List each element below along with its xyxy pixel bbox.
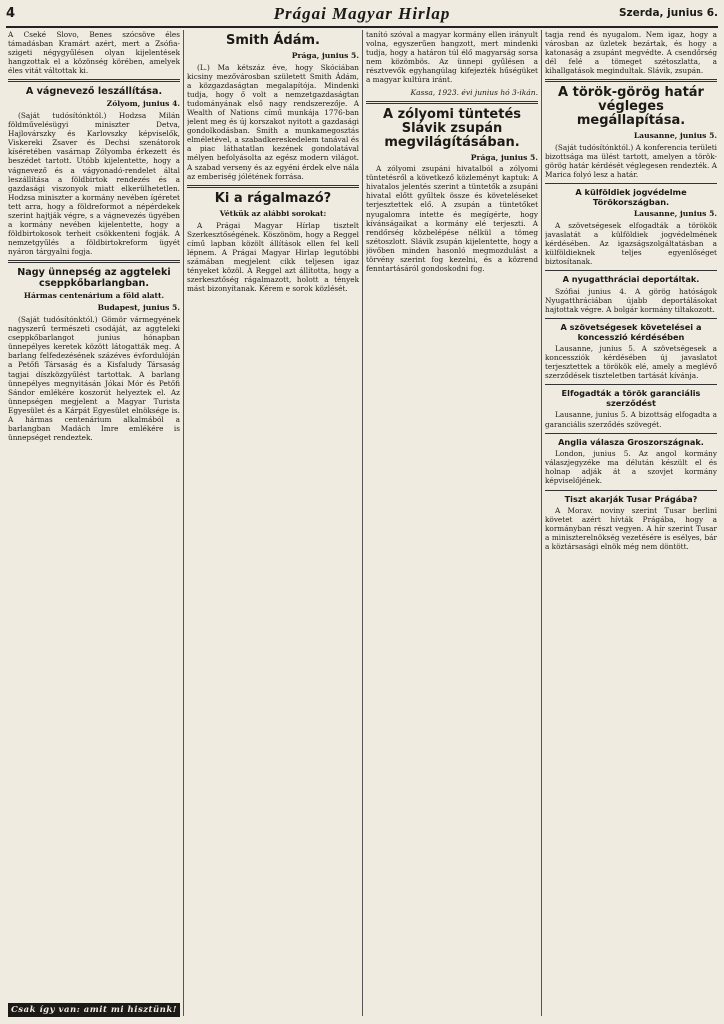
divider [545,433,717,434]
article-body: A szövetségesek elfogadták a törökök javaslatát a külföldiek jogvédelmének kérdésében. Az igazságszolgáltatásban a külföldieknek teljes egyenlőséget biztosítanak. [545,220,717,267]
article-headline: A török-görög határ végleges megállapítása. [558,85,704,129]
page-number: 4 [6,6,16,21]
column-3 [366,30,538,1016]
column-rule [362,30,363,1016]
article-body: (Saját tudósítónktól.) Hodzsa Milán földművelésügyi miniszter Detva, Hajlovárszky és Karlovszky képviselők, Viskereki Zsaver és Dechsi szenátorok kíséretében vasárnap Zólyomba érkezett és beszédet tartott. Utóbb kijelentette, hogy a vágnevező és a vágyonadó-rendelet által leszállítása a földbirtok rendezés és a gazdasági viszonyok miatt elkerülhetetlen. Hodzsa miniszter a kormány nevében ígéretet tett arra, hogy a földreformot a népérdekek szerint hajtják végre, s a vágnevezés ügyében a kormány nevében kijelentette, hogy a földbirtokosok terheit csökkenteni fogják. A nemzetgyűlés a földbirtokreform ügyét nyáron tárgyalni fogja. [8,110,180,257]
article-body: A zólyomi zsupáni hivatalból a zólyomi tüntetésről a következő közleményt kaptuk: A hivatalos jelentés szerint a tüntetők a zsupáni hivatal előtt gyűltek össze és követeléseket terjesztettek elő. A zsupán a tüntetőket nyugalomra intette és megígérte, hogy kívánságaikat a kormány elé terjeszti. A rendőrség közbelépése nélkül a tömeg szétoszlott. Slávik zsupán kijelentette, hogy a jövőben minden hasonló megmozdulást a törvény szerint fog kezelni, és a közrend fenntartásáról gondoskodni fog. [366,164,538,274]
column-2 [187,30,359,1016]
article-body: Lausanne, junius 5. A szövetségesek a koncessziók kérdésében új javaslatot terjesztettek a törökök elé, amely a meglévő szerződések tiszteletben tartását kívánja. [545,344,717,381]
divider [366,101,538,104]
article-body: Szófiai junius 4. A görög hatóságok Nyugatthráciában újabb deportálásokat hajtottak végre. A bolgár kormány tiltakozott. [545,286,717,314]
divider [545,384,717,385]
article-signature: Kassa, 1923. évi junius hó 3-ikán. [410,87,538,97]
article-headline: A külföldiek jogvédelme Törökországban. [575,187,687,207]
divider [545,270,717,271]
divider [8,260,180,263]
article-headline: A vágnevező leszállítása. [25,86,163,98]
divider [545,183,717,184]
divider [545,318,717,319]
article-headline: Tiszt akarják Tusar Prágába? [564,493,698,504]
article-dateline: Prága, junius 5. [470,152,538,162]
issue-date: Szerda, junius 6. [618,7,718,19]
article-headline: Ki a rágalmazó? [214,190,332,206]
article-dateline: Lausanne, junius 5. [633,131,717,141]
article-subheadline: Hármas centenárium a föld alatt. [23,291,165,301]
article-body: Lausanne, junius 5. A bizottság elfogadta a garanciális szerződés szövegét. [545,410,717,429]
column-4 [545,30,717,1016]
article-body: (Saját tudósítónktól.) A konferencia területi bizottsága ma ülést tartott, amelyen a török-görög határ kérdését véglegesen rendezték. A Marica folyó lesz a határ. [545,142,717,180]
article-body: A Morav. noviny szerint Tusar berlini követet azért hívták Prágába, hogy a kormányban részt vegyen. A hír szerint Tusar a miniszterelnökség vezetésére is esélyes, bár a köztársasági elnök még nem döntött. [545,506,717,552]
article-dateline: Budapest, junius 5. [97,303,180,313]
divider [8,79,180,82]
article-continuation: A Cseké Slovo, Benes szócsöve éles támadásban Kramárt azért, mert a Zsófia-szigeti négygyűlésen olyan kijelentések hangzottak el a közönség körében, amelyek éles vitát váltottak ki. [8,30,180,76]
article-body: A Prágai Magyar Hírlap tisztelt Szerkesztőségének. Köszönöm, hogy a Reggel című lapban közölt állítások ellen fel kell lépnem. A Prágai Magyar Hirlap legutóbbi számában megjelent cikk teljesen igaz tényeket közöl. A Reggel azt állította, hogy a szerkesztőség rágalmazott, holott a tények mást bizonyítanak. Kérem e sorok közlését. [187,220,359,294]
article-continuation: tagja rend és nyugalom. Nem igaz, hogy a városban az üzletek bezártak, és hogy a katonaság a zsupánt megvédte. A csendőrség dél felé a tömeget szétoszlatta, a kihallgatások megindultak. Slávik, zsupán. [545,30,717,76]
article-body: (L.) Ma kétszáz éve, hogy Skóciában kicsiny mezővárosban született Smith Ádám, a közgazdaságtan megalapítója. Mindenki tudja, hogy ő volt a nemzetgazdaságtan tudományának első nagy rendszerezője. A Wealth of Nations című munkája 1776-ban jelent meg és új korszakot nyitott a gazdasági gondolkodásban. Smith a munkamegosztás elméletével, a szabadkereskedelem tanával és a piac láthatatlan kezének gondolatával mélyen befolyásolta az egész modern világot. A szabad verseny és az egyéni érdek elve nála az emberiség jólétének forrása. [187,62,359,181]
article-headline: Nagy ünnepség az aggteleki cseppkőbarlangban. [17,267,171,290]
article-headline: A nyugatthráciai deportáltak. [562,274,700,285]
article-subheadline: Vétkük az alábbi sorokat: [219,208,327,218]
article-headline: Anglia válasza Groszországnak. [558,436,704,447]
column-rule [541,30,542,1016]
newspaper-title: Prágai Magyar Hirlap [273,4,451,23]
footer-slogan: Csak így van: amit mi hisztünk! [8,1003,180,1017]
divider [545,490,717,491]
article-body: London, junius 5. Az angol kormány válaszjegyzéke ma délután készült el és holnap adják át a szovjet kormány képviselőjének. [545,449,717,486]
article-headline: Smith Ádám. [226,33,320,48]
article-headline: Elfogadták a török garanciális szerződést [561,388,701,408]
article-dateline: Prága, junius 5. [291,51,359,60]
divider [187,185,359,188]
column-1 [8,30,180,1016]
article-headline: A szövetségesek követelései a koncesszió kérdésében [560,322,702,342]
article-continuation: tanító szóval a magyar kormány ellen irányult volna, egyszerűen hangzott, mert mindenki tudja, hogy a határon túl élő magyarság sorsa nem közömbös. Az ünnepi gyűlésen a résztvevők egyhangúlag kifejezték hűségüket a magyar kultúra iránt. [366,30,538,85]
column-rule [183,30,184,1016]
article-dateline: Lausanne, junius 5. [633,209,717,219]
article-headline: A zólyomi tüntetés Slávik zsupán megvilágításában. [383,106,521,150]
divider [545,79,717,82]
masthead [6,4,718,28]
article-dateline: Zólyom, junius 4. [106,99,180,109]
article-body: (Saját tudósítónktól.) Gömör vármegyének nagyszerű természeti csodáját, az aggteleki cseppkőbarlangot junius hónapban ünnepélyes keretek között látogatták meg. A barlang felfedezésének százéves évfordulóján a Petőfi Társaság és a Kisfaludy Társaság tagjai díszközgyűlést tartottak. A barlang ünnepélyes megnyitásán Jókai Mór és Petőfi Sándor emlékére koszorút helyeztek el. Az ünnepségen megjelent a Magyar Turista Egyesület és a Kárpát Egyesület elnöksége is. A hármas centenárium alkalmából a barlangban Madách Imre emlékére is ünnepséget rendeztek. [8,314,180,443]
